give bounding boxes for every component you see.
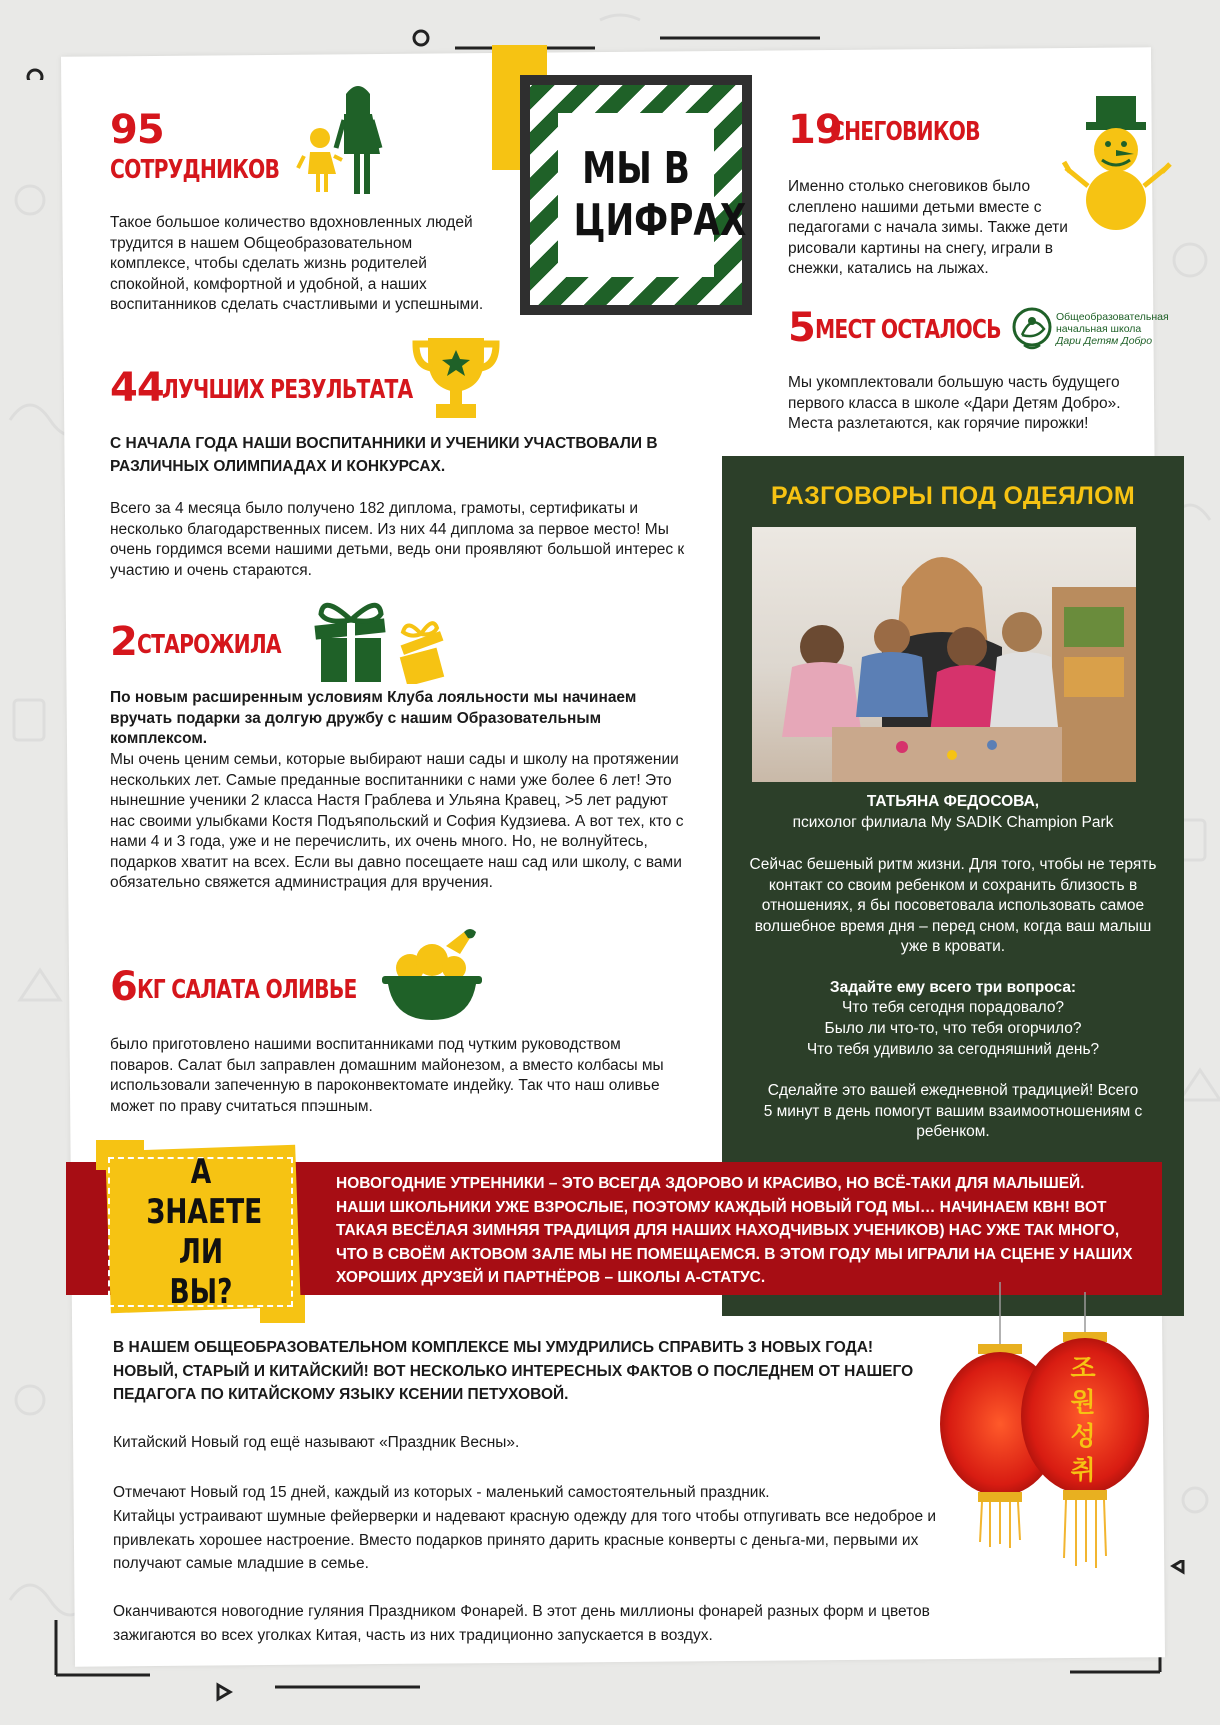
gift-icon [303,594,453,684]
salad-text: было приготовлено нашими воспитанниками под чутким руководством поваров. Салат был заправлен домашним майонезом, а вместо колбасы мы использовали запеченную в пароконвектомате индейку. Так что наш оливье может по праву считаться ппэшным. [110,1036,664,1115]
results-lead: С НАЧАЛА ГОДА НАШИ ВОСПИТАННИКИ И УЧЕНИКИ УЧАСТВОВАЛИ В РАЗЛИЧНЫХ ОЛИМПИАДАХ И КОНКУРСАХ. [110,435,658,475]
china-lead: В НАШЕМ ОБЩЕОБРАЗОВАТЕЛЬНОМ КОМПЛЕКСЕ МЫ УМУДРИЛИСЬ СПРАВИТЬ 3 НОВЫХ ГОДА! НОВЫЙ, СТАРЫЙ И КИТАЙСКИЙ! ВОТ НЕСКОЛЬКО ИНТЕРЕСНЫХ ФАКТОВ О ПОСЛЕДНЕМ ОТ НАШЕГО ПЕДАГОГА ПО КИТАЙСКОМУ ЯЗЫКУ КСЕНИИ ПЕТУХОВОЙ. [113,1339,914,1403]
places-number: 5 [788,305,815,351]
snowmen-text: Именно столько снеговиков было слеплено нашими детьми вместе с педагогами с начала зимы. Также дети рисовали картины на снегу, играли в снежки, катались на лыжах. [788,178,1068,277]
snowmen-label: СНЕГОВИКОВ [830,117,980,147]
title-block [520,75,752,315]
school-logo-text [1056,311,1169,347]
school-logo-icon [1010,305,1054,353]
lantern-characters: 조원성취 [1070,1354,1096,1486]
results-number: 44 [110,365,164,411]
talk-question: Что тебя удивило за сегодняшний день? [806,1041,1100,1058]
page-title: МЫ В ЦИФРАХ [573,143,747,246]
results-label: ЛУЧШИХ РЕЗУЛЬТАТА [162,375,413,405]
places-text: Мы укомплектовали большую часть будущего первого класса в школе «Дари Детям Добро». Места разлетаются, как горячие пирожки! [788,374,1121,432]
china-p4: Оканчиваются новогодние гуляния Праздником Фонарей. В этот день миллионы фонарей разных форм и цветов зажигаются во всех уголках Китая, часть из них традиционно запускается в воздух. [113,1603,930,1644]
lanterns-icon [930,1282,1170,1572]
staff-label: СОТРУДНИКОВ [110,155,280,185]
staff-number: 95 [110,107,164,153]
talk-questions-lead: Задайте ему всего три вопроса: [829,979,1077,996]
oldtimers-text: Мы очень ценим семьи, которые выбирают наши сады и школу на протяжении нескольких лет. Самые преданные воспитанники с нами уже более 6 лет! Это нынешние ученики 2 класса Настя Граблева и Ульяна Кравец, >5 лет радуют нас своими улыбками Костя Подъяпольский и София Кудзиева. А вот тех, кто с нами 4 и 3 года, уже и не перечислить, их очень много. Но, не волнуйтесь, подарков хватит на всех. Если вы давно посещаете наш сад или школу, с вами обязательно свяжется администрация для вручения. [110,751,684,891]
snowmen-number: 19 [788,107,842,153]
talk-closing: Сделайте это вашей ежедневной традицией! Всего 5 минут в день помогут вашим взаимоотношениям с ребенком. [763,1082,1143,1140]
logo-line: Дари Детям Добро [1056,335,1153,347]
salad-label: КГ САЛАТА ОЛИВЬЕ [137,975,357,1005]
talk-question: Что тебя сегодня порадовало? [841,999,1065,1016]
did-you-know-label: А ЗНАЕТЕ ЛИ ВЫ? [145,1152,262,1312]
talk-role: психолог филиала My SADIK Champion Park [792,814,1114,831]
china-p2: Отмечают Новый год 15 дней, каждый из которых - маленький самостоятельный праздник. [113,1484,770,1501]
china-p3: Китайцы устраивают шумные фейерверки и надевают красную одежду для того чтобы отпугивать все недоброе и привлекать хорошее настроение. Вместо подарков принято дарить красные конверты с деньга-ми, первыми их получают самые младшие в семье. [113,1508,937,1572]
know-label-box [108,1152,293,1312]
staff-text: Такое большое количество вдохновленных людей трудится в нашем Общеобразовательном комплексе, чтобы сделать жизнь родителей спокойной, комфортной и удобной, а наших воспитанников сделать счастливыми и успешными. [110,214,484,313]
salad-number: 6 [110,964,137,1010]
trophy-icon [410,334,502,424]
family-icon [296,84,390,196]
logo-line: Общеобразовательная [1056,311,1169,323]
logo-line: начальная школа [1056,323,1142,335]
places-label: МЕСТ ОСТАЛОСЬ [815,315,1001,345]
talk-question: Было ли что-то, что тебя огорчило? [824,1020,1082,1037]
salad-bowl-icon [380,926,484,1026]
china-p1: Китайский Новый год ещё называют «Праздник Весны». [113,1434,520,1451]
oldtimers-lead: По новым расширенным условиям Клуба лояльности мы начинаем вручать подарки за долгую дружбу с нашим Образовательным комплексом. [110,689,637,747]
talk-title: РАЗГОВОРЫ ПОД ОДЕЯЛОМ [771,482,1135,510]
talk-author: ТАТЬЯНА ФЕДОСОВА, [866,793,1040,810]
oldtimers-label: СТАРОЖИЛА [137,630,281,660]
photo-illustration [752,527,1136,782]
kids-photo [752,527,1136,782]
talk-text: Сейчас бешеный ритм жизни. Для того, чтобы не терять контакт со своим ребенком и сохранить близость в отношениях, я бы посоветовала использовать самое волшебное время дня – перед сном, когда ваш малыш уже в кровати. [749,856,1157,955]
did-you-know-text: НОВОГОДНИЕ УТРЕННИКИ – ЭТО ВСЕГДА ЗДОРОВО И КРАСИВО, НО ВСЁ-ТАКИ ДЛЯ МАЛЫШЕЙ. НАШИ ШКОЛЬНИКИ УЖЕ ВЗРОСЛЫЕ, ПОЭТОМУ КАЖДЫЙ НОВЫЙ ГОД МЫ… НАЧИНАЕМ КВН! ВОТ ТАКАЯ ВЕСЁЛАЯ ЗИМНЯЯ ТРАДИЦИЯ ДЛЯ НАШИХ НАХОДЧИВЫХ УЧЕНИКОВ) НАС УЖЕ ТАК МНОГО, ЧТО В СВОЁМ АКТОВОМ ЗАЛЕ МЫ НЕ ПОМЕЩАЕМСЯ. В ЭТОМ ГОДУ МЫ ИГРАЛИ НА СЦЕНЕ У НАШИХ ХОРОШИХ ДРУЗЕЙ И ПАРТНЁРОВ – ШКОЛЫ А-СТАТУС. [336,1175,1133,1286]
oldtimers-number: 2 [110,619,137,665]
results-text: Всего за 4 месяца было получено 182 диплома, грамоты, сертификаты и несколько благодарственных писем. Из них 44 диплома за первое место! Мы очень гордимся всеми нашими детьми, ведь они проявляют большой интерес к участию и очень стараются. [110,500,685,579]
